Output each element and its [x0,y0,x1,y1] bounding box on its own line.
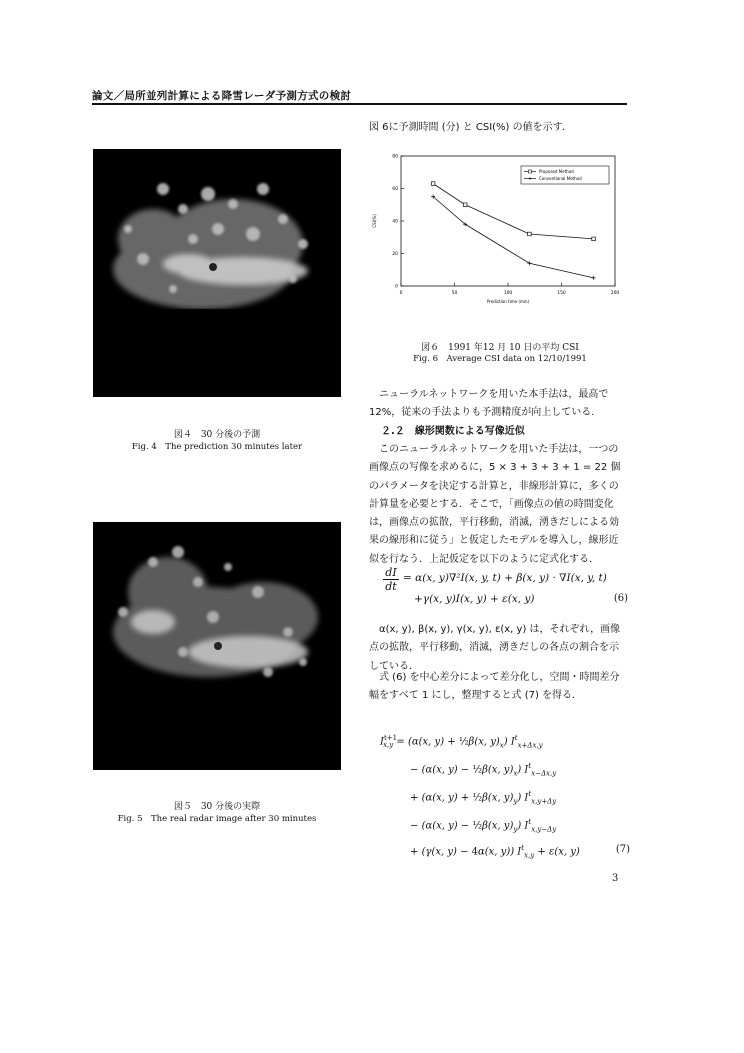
fig6-caption-jp: 図６ 1991 年12 月 10 日の平均 CSI [421,343,579,353]
paragraph-coefficients [369,621,629,676]
eq7-term-1: $I^{t+1}_{x,y} = (\alpha(x$, y) + ½β(x, $y)_x$) $I^t_{x+\Delta x,y}$ [380,734,543,750]
eq7-term-4: − (α(x, y) − ½β(x, $y)_y$) $I^t_{x,y-\Delta y}$ [410,818,557,834]
legend-label: Conventional Method [539,176,582,181]
eq7-term-5: + (γ(x, y) − 4α(x, y)) $I^t_{x,y} + \varepsilon(x$, y) [410,844,580,860]
header-rule [92,103,627,105]
radar-image-real [93,522,341,770]
y-tick-label: 20 [392,252,398,257]
fig6-caption-en: Fig. 6 Average CSI data on 12/10/1991 [413,354,587,364]
data-point [592,276,596,280]
text-line: は，画像点の拡散，平行移動，消滅，湧きだしによる効 [369,517,619,529]
series-line-1 [433,184,593,239]
eq7-term-3: + (α(x, y) + ½β(x, $y)_y$) $I^t_{x,y+\Delta y}$ [410,790,557,806]
paragraph-discretization [369,669,629,706]
y-tick-label: 0 [395,284,398,290]
text-line: このニューラルネットワークを用いた手法は，一つの [379,444,619,455]
legend-marker [529,170,532,173]
section-title: 線形関数による写像近似 [414,426,525,437]
page-number: 3 [612,873,619,884]
eq6-fraction: dI dt [383,566,399,593]
x-axis-label: Prediction time (min) [486,299,530,304]
eq6-number: (6) [613,593,628,604]
equation-7 [380,728,630,863]
text-line: 12%，従来の手法よりも予測精度が向上している． [369,407,602,419]
text-line: α(x, y), β(x, y), γ(x, y), ε(x, y) は，それぞれ，画像 [379,624,621,635]
eq7-term-2: − (α(x, y) − ½β(x, $y)_x$) $I^t_{x-\Delta x,y}$ [410,762,557,778]
text-line: のパラメータを決定する計算と，非線形計算に，多くの [369,480,619,492]
y-tick-label: 60 [392,187,398,192]
text-line: 画像点の写像を求めるに，5 × 3 + 3 + 3 + 1 = 22 個 [369,462,621,474]
text-line: 果の線形和に従う」と仮定したモデルを導入し，線形近 [369,535,619,547]
y-tick-label: 40 [392,219,398,225]
x-tick-label: 100 [503,291,513,296]
data-point [592,237,596,241]
x-tick-label: 150 [557,291,566,296]
x-tick-label: 50 [451,291,458,296]
intro-line: 図 6に予測時間 (分) と CSI(%) の値を示す． [369,122,572,133]
fig5-caption-jp: 図５ 30 分後の実際 [173,802,261,812]
x-tick-label: 200 [610,291,620,296]
fig4-caption [93,429,341,453]
y-axis-label: CSI(%) [372,214,377,228]
text-line: 点の拡散，平行移動，消滅，湧きだしの各点の割合を示 [369,642,619,654]
fig4-caption-en: Fig. 4 The prediction 30 minutes later [131,442,303,452]
fig5-caption [93,801,341,825]
eq6-line1: = α(x, y)∇²I(x, y, t) + β(x, y) · ∇I(x, y, t) [403,572,607,584]
eq7-number: (7) [615,844,630,855]
paragraph-results [369,386,629,423]
text-line: 似を行なう．上記仮定を以下のように定式化する． [369,553,599,565]
data-point [528,232,532,236]
section-number: ２.２ [381,426,405,437]
paragraph-linear-model [369,441,629,569]
data-point [431,182,435,186]
y-tick-label: 80 [392,154,398,160]
legend-label: Proposed Method [539,169,574,174]
fig4-caption-jp: 図４ 30 分後の予測 [173,430,261,440]
running-header: 論文／局所並列計算による降雪レーダ予測方式の検討 [92,90,352,102]
radar-image-prediction [93,149,341,397]
text-line: 式 (6) を中心差分によって差分化し，空間・時間差分 [379,672,620,683]
csi-chart [368,148,630,308]
eq6-line2: +γ(x, y)I(x, y) + ε(x, y) [414,593,535,605]
fig6-caption [370,343,630,365]
fig5-caption-en: Fig. 5 The real radar image after 30 minutes [117,814,317,824]
equation-6 [383,566,628,614]
data-point [463,203,467,207]
text-line: している． [369,660,419,672]
text-line: 幅をすべて 1 にし，整理すると式 (7) を得る． [369,690,583,702]
data-point [527,261,531,265]
text-line: ニューラルネットワークを用いた本手法は，最高で [379,389,609,400]
section-heading [369,423,629,441]
x-tick-label: 0 [399,291,403,296]
text-line: 計算量を必要とする．そこで，「画像点の値の時間変化 [369,498,614,510]
